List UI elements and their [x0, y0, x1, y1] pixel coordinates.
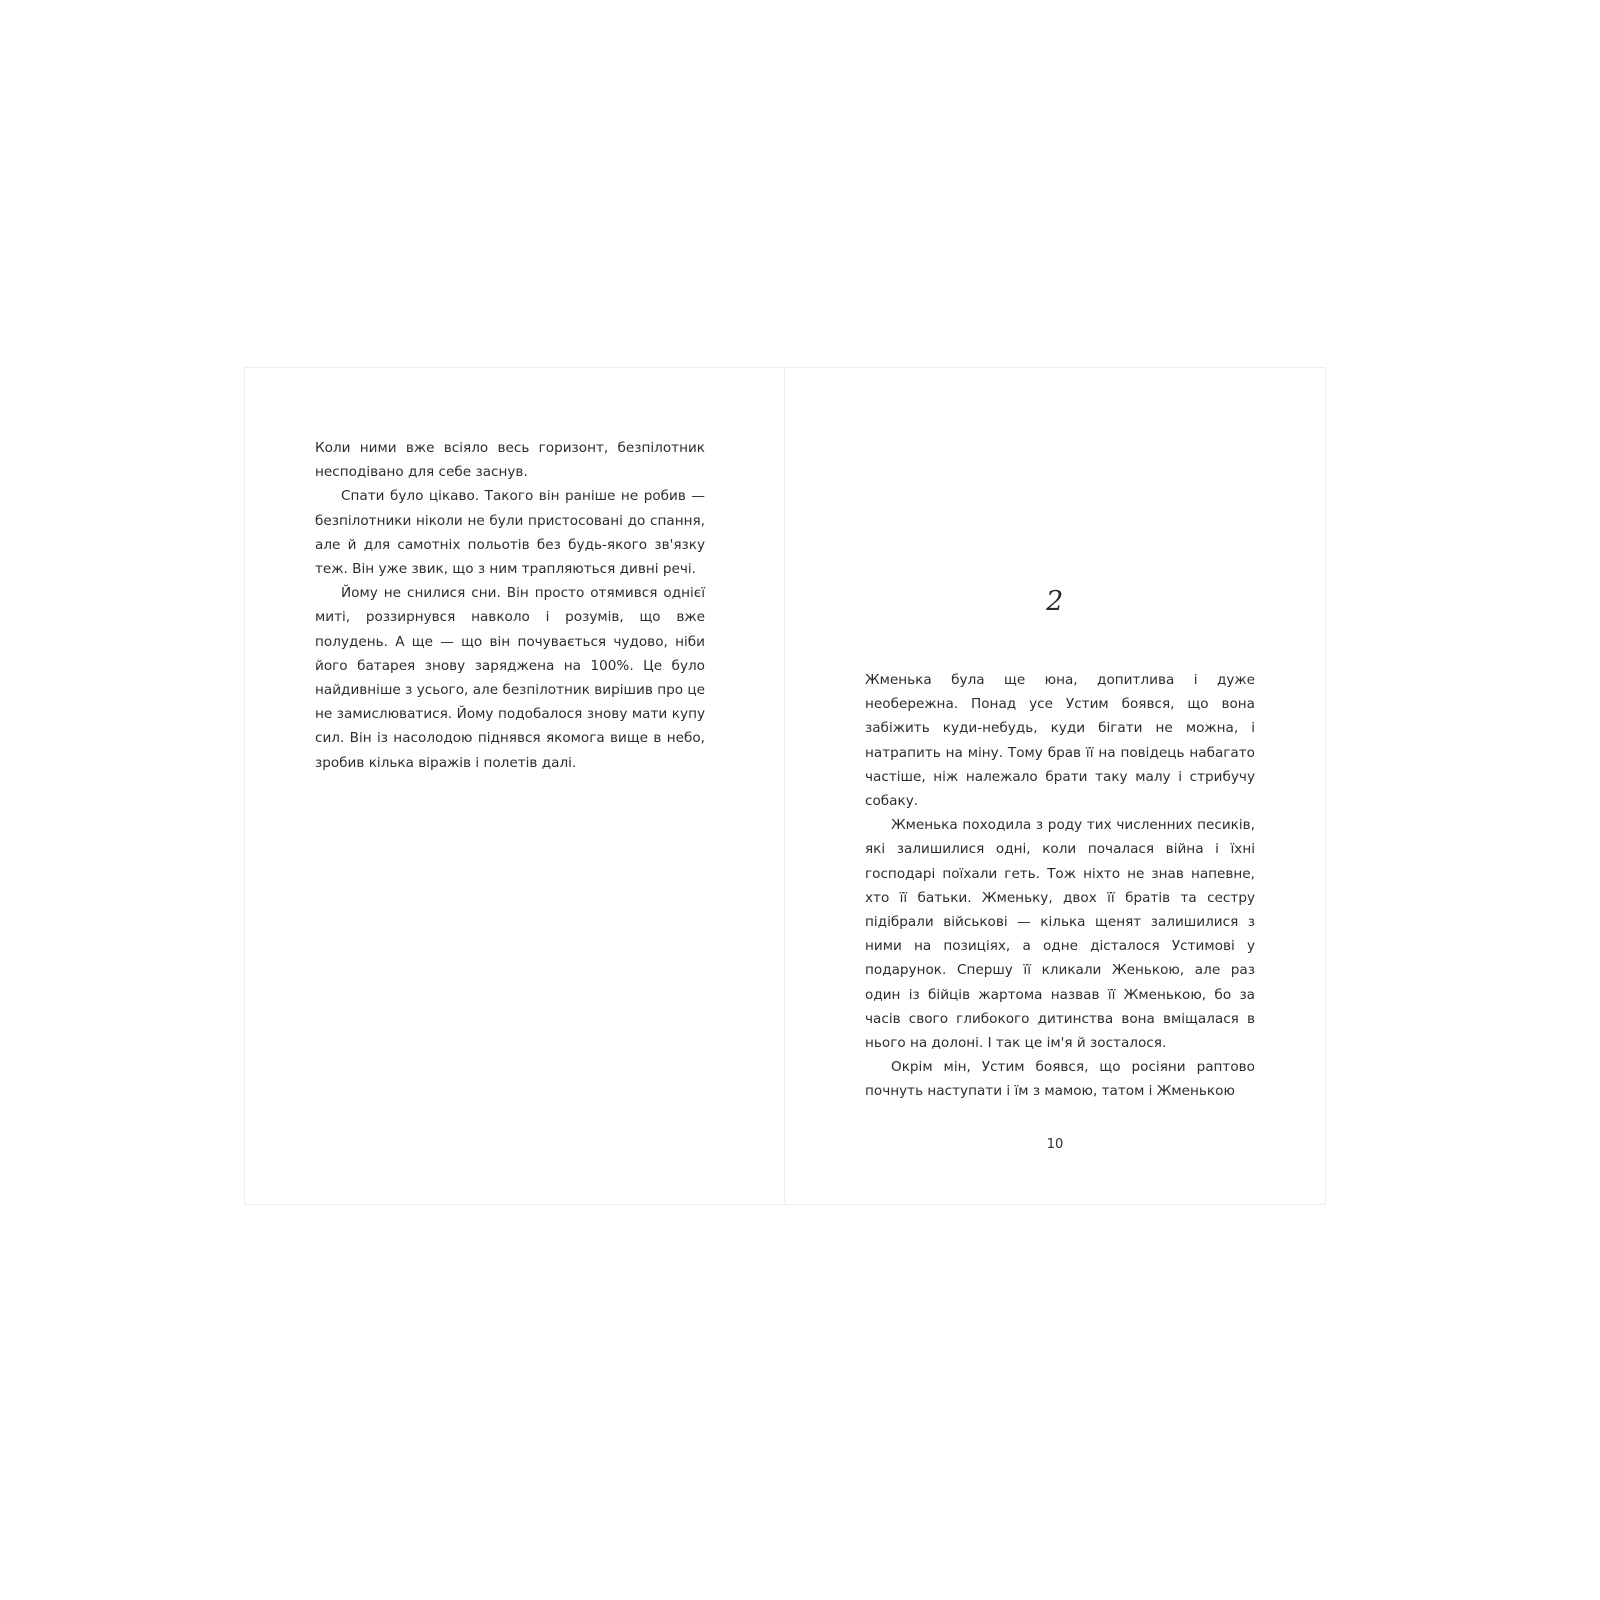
- paragraph: Йому не снилися сни. Він просто отямився однієї миті, роззирнувся навколо і розумів, що вже полудень. А ще — що він почувається чудово, ніби його батарея знову заряджена на 100%. Це було найдивніше з усього, але безпілотник вирішив про це не замислюватися. Йому подобалося знову мати купу сил. Він із насолодою піднявся якомога вище в небо, зробив кілька віражів і полетів далі.: [315, 585, 705, 771]
- paragraph: Жменька була ще юна, допитлива і дуже необережна. Понад усе Устим боявся, що вона забіжить куди-небудь, куди бігати не можна, і натрапить на міну. Тому брав її на повідець набагато частіше, ніж належало брати таку малу і стрибучу собаку.: [865, 672, 1255, 810]
- book-spread: [245, 368, 1325, 1204]
- page-left-text: [315, 436, 705, 775]
- page-right: [785, 368, 1325, 1204]
- page-number: 10: [1046, 1137, 1064, 1152]
- page-left: [245, 368, 785, 1204]
- page-right-text: [865, 668, 1255, 1104]
- paragraph: Жменька походила з роду тих численних песиків, які залишилися одні, коли почалася війна і їхні господарі поїхали геть. Тож ніхто не знав напевне, хто її батьки. Жменьку, двох її братів та сестру підібрали військові — кілька щенят залишилися з ними на позиціях, а одне дісталося Устимові у подарунок. Спершу її кликали Женькою, але раз один із бійців жартома назвав її Жменькою, бо за часів свого глибокого дитинства вона вміщалася в нього на долоні. І так це ім'я й зосталося.: [865, 817, 1255, 1052]
- paragraph: Окрім мін, Устим боявся, що росіяни раптово почнуть наступати і їм з мамою, татом і Жменькою: [865, 1059, 1255, 1100]
- paragraph: Коли ними вже всіяло весь горизонт, безпілотник несподівано для себе заснув.: [315, 440, 705, 481]
- chapter-number: 2: [1046, 586, 1064, 617]
- paragraph: Спати було цікаво. Такого він раніше не робив — безпілотники ніколи не були пристосовані до спання, але й для самотніх польотів без будь-якого зв'язку теж. Він уже звик, що з ним трапляються дивні речі.: [315, 488, 705, 578]
